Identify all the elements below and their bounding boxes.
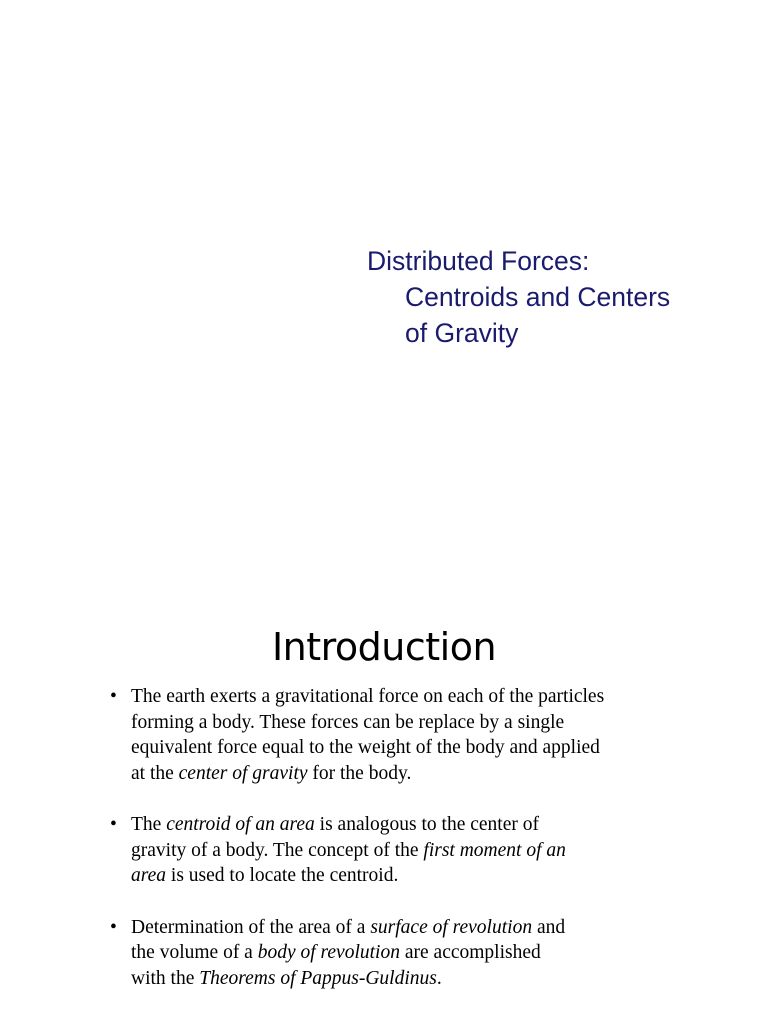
bullet-icon: • (110, 686, 117, 707)
introduction-slide (0, 510, 768, 1024)
section-heading: Introduction (271, 625, 497, 669)
bullet-item (110, 812, 760, 889)
title-slide (0, 0, 768, 510)
bullet-line: The earth exerts a gravitational force on each of the particles (131, 686, 605, 707)
bullet-list (110, 684, 760, 1017)
emphasis-term: body of revolution (257, 942, 400, 963)
bullet-text (131, 684, 760, 786)
bullet-icon: • (110, 814, 117, 835)
bullet-line: The centroid of an area is analogous to the center of (131, 814, 539, 835)
bullet-item (110, 915, 760, 992)
bullet-line: area is used to locate the centroid. (131, 865, 399, 886)
bullet-line: the volume of a body of revolution are accomplished (131, 942, 541, 963)
bullet-line: at the center of gravity for the body. (131, 762, 412, 784)
bullet-line: with the Theorems of Pappus-Guldinus. (131, 967, 442, 989)
bullet-text (131, 812, 760, 889)
bullet-line: forming a body. These forces can be replace by a single (131, 711, 565, 733)
emphasis-term: area (131, 865, 167, 886)
slide-title (367, 243, 757, 351)
emphasis-term: Theorems of Pappus-Guldinus (199, 967, 437, 989)
title-line-2: Centroids and Centers (405, 282, 671, 312)
emphasis-term: first moment of an (423, 839, 566, 861)
title-line-3: of Gravity (405, 318, 519, 348)
bullet-text (131, 915, 760, 992)
bullet-line: Determination of the area of a surface of revolution and (131, 916, 566, 938)
bullet-line: equivalent force equal to the weight of the body and applied (131, 737, 600, 758)
emphasis-term: centroid of an area (166, 814, 315, 835)
title-line-1: Distributed Forces: (367, 246, 590, 276)
bullet-line: gravity of a body. The concept of the first moment of an (131, 839, 566, 861)
bullet-icon: • (110, 916, 117, 938)
bullet-item (110, 684, 760, 786)
emphasis-term: center of gravity (178, 762, 308, 784)
emphasis-term: surface of revolution (370, 916, 533, 938)
